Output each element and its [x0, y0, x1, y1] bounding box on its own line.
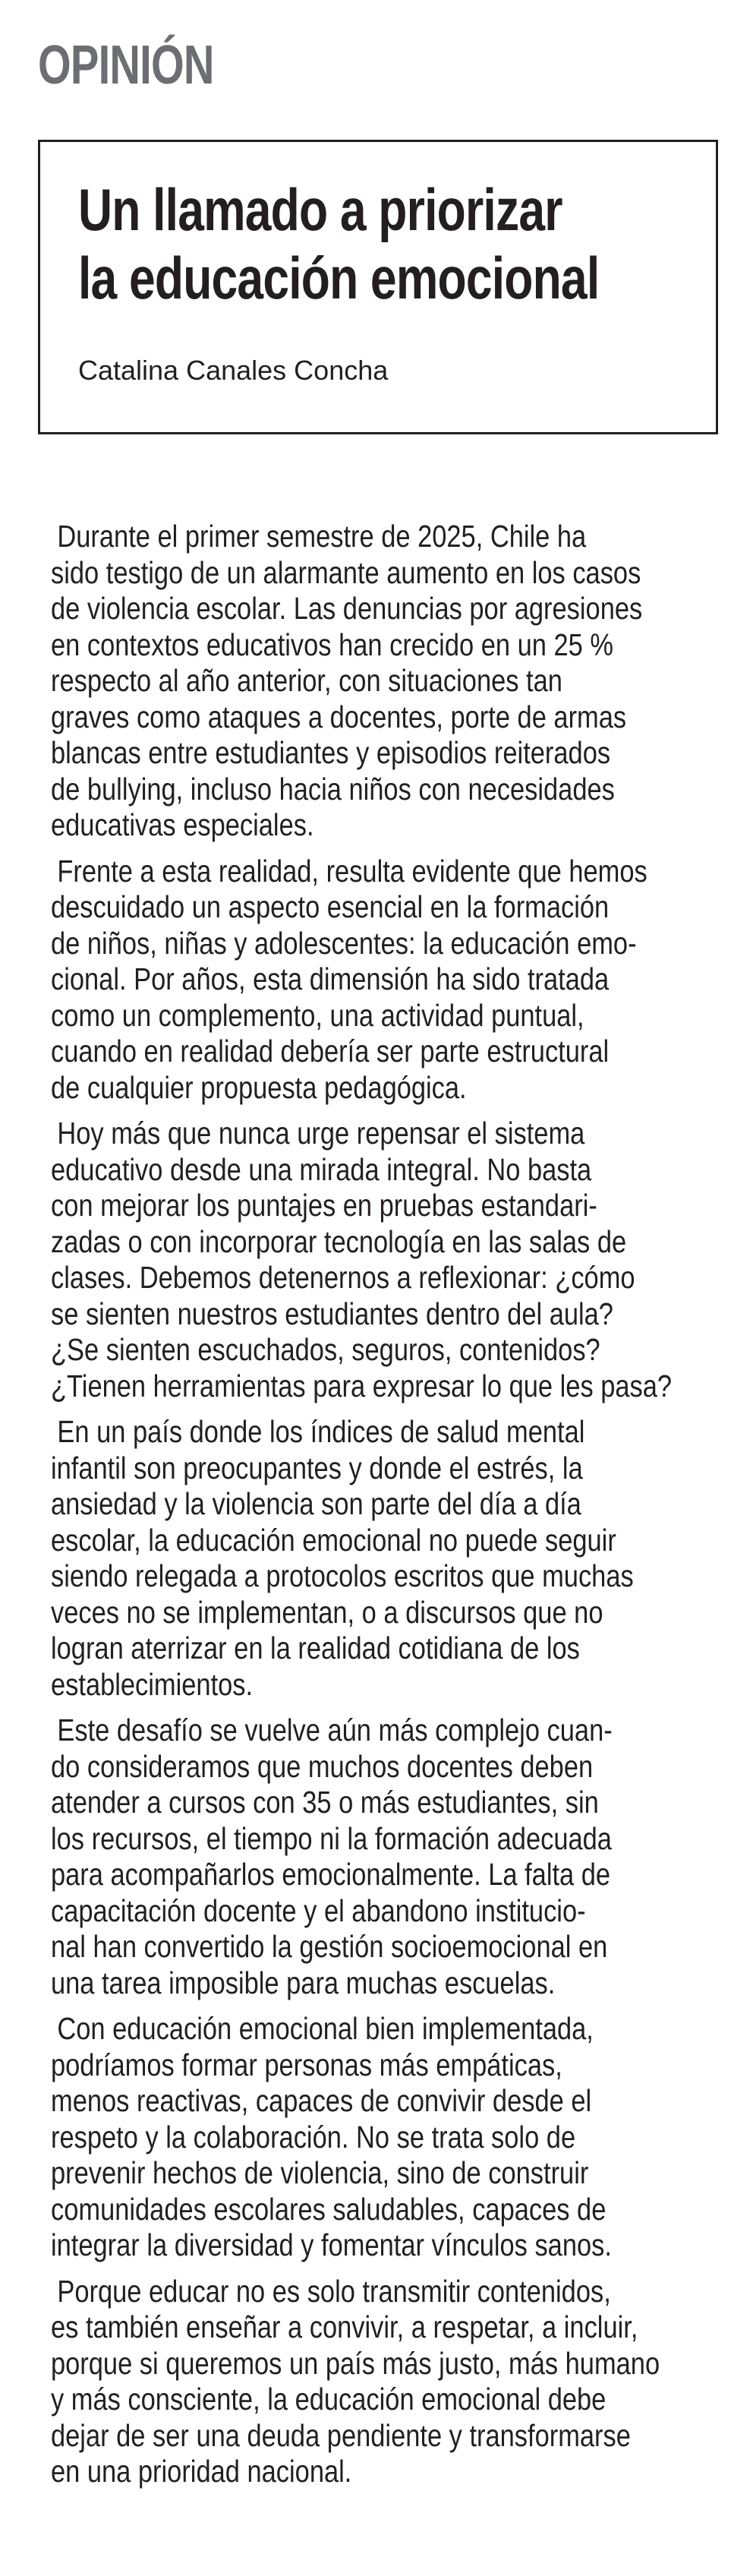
paragraph-line: podríamos formar personas más empáticas,: [51, 2047, 562, 2082]
paragraph-line: con mejorar los puntajes en pruebas estandari-: [51, 1188, 597, 1223]
paragraph-line: los recursos, el tiempo ni la formación adecuada: [51, 1820, 612, 1856]
headline-line-2: la educación emocional: [78, 245, 600, 311]
headline-line-1: Un llamado a priorizar: [78, 176, 562, 243]
article-paragraph: [51, 1414, 715, 1703]
headline-box: [38, 140, 718, 434]
article-paragraph: [51, 1713, 715, 2001]
paragraph-line: atender a cursos con 35 o más estudiantes, sin: [51, 1785, 599, 1820]
paragraph-line: escolar, la educación emocional no puede seguir: [51, 1522, 616, 1558]
paragraph-line: es también enseñar a convivir, a respetar, a incluir,: [51, 2309, 638, 2344]
paragraph-line: como un complemento, una actividad puntual,: [51, 997, 584, 1033]
paragraph-line: Porque educar no es solo transmitir contenidos,: [57, 2273, 611, 2309]
paragraph-line: nal han convertido la gestión socioemocional en: [51, 1929, 608, 1964]
paragraph-line: dejar de ser una deuda pendiente y transformarse: [51, 2417, 631, 2453]
paragraph-line: cuando en realidad debería ser parte estructural: [51, 1034, 610, 1069]
paragraph-line: graves como ataques a docentes, porte de armas: [51, 699, 627, 734]
paragraph-line: Durante el primer semestre de 2025, Chile ha: [57, 519, 587, 554]
paragraph-line: logran aterrizar en la realidad cotidiana de los: [51, 1631, 580, 1665]
paragraph-line: capacitación docente y el abandono institucio-: [51, 1893, 586, 1928]
paragraph-line: porque si queremos un país más justo, más humano: [51, 2345, 660, 2381]
paragraph-line: ¿Se sienten escuchados, seguros, contenidos?: [51, 1332, 600, 1367]
paragraph-line: de cualquier propuesta pedagógica.: [51, 1069, 467, 1105]
paragraph-line: en contextos educativos han crecido en un 25 %: [51, 627, 613, 662]
paragraph-line: y más consciente, la educación emocional debe: [51, 2382, 606, 2417]
paragraph-line: siendo relegada a protocolos escritos que muchas: [51, 1558, 634, 1593]
paragraph-line: comunidades escolares saludables, capaces de: [51, 2191, 606, 2227]
paragraph-line: de bullying, incluso hacia niños con necesidades: [51, 771, 615, 807]
paragraph-line: Este desafío se vuelve aún más complejo cuan-: [57, 1713, 613, 1747]
paragraph-line: educativas especiales.: [51, 807, 314, 842]
paragraph-line: ansiedad y la violencia son parte del día a día: [51, 1486, 581, 1521]
paragraph-line: se sienten nuestros estudiantes dentro del aula?: [51, 1296, 613, 1331]
paragraph-line: Con educación emocional bien implementada,: [57, 2011, 594, 2046]
paragraph-line: infantil son preocupantes y donde el estrés, la: [51, 1450, 583, 1485]
paragraph-line: para acompañarlos emocionalmente. La falta de: [51, 1857, 611, 1892]
paragraph-line: educativo desde una mirada integral. No basta: [51, 1151, 592, 1187]
paragraph-line: de niños, niñas y adolescentes: la educación emo-: [51, 925, 637, 961]
paragraph-line: veces no se implementan, o a discursos que no: [51, 1594, 603, 1630]
article-paragraph: [51, 854, 715, 1106]
paragraph-line: integrar la diversidad y fomentar vínculos sanos.: [51, 2227, 612, 2262]
paragraph-line: sido testigo de un alarmante aumento en los casos: [51, 554, 641, 590]
paragraph-line: En un país donde los índices de salud mental: [57, 1414, 585, 1449]
article-paragraph: [51, 2011, 715, 2264]
paragraph-line: una tarea imposible para muchas escuelas.: [51, 1965, 556, 2000]
paragraph-line: en una prioridad nacional.: [51, 2454, 352, 2489]
paragraph-line: Frente a esta realidad, resulta evidente que hemos: [57, 853, 647, 889]
author-byline: Catalina Canales Concha: [78, 355, 389, 386]
paragraph-line: prevenir hechos de violencia, sino de construir: [51, 2155, 589, 2190]
article-paragraph: [51, 1116, 715, 1404]
section-label: OPINIÓN: [38, 35, 214, 96]
article-headline: [78, 175, 685, 312]
paragraph-line: descuidado un aspecto esencial en la formación: [51, 889, 610, 924]
paragraph-line: Hoy más que nunca urge repensar el sistema: [57, 1116, 585, 1151]
paragraph-line: respecto al año anterior, con situaciones tan: [51, 663, 562, 698]
paragraph-line: cional. Por años, esta dimensión ha sido tratada: [51, 961, 610, 996]
article-paragraph: [51, 2274, 715, 2490]
paragraph-line: do consideramos que muchos docentes deben: [51, 1748, 594, 1784]
paragraph-line: clases. Debemos detenernos a reflexionar: ¿cómo: [51, 1260, 635, 1295]
paragraph-line: respeto y la colaboración. No se trata solo de: [51, 2119, 576, 2155]
paragraph-line: ¿Tienen herramientas para expresar lo que les pasa?: [51, 1368, 673, 1403]
paragraph-line: blancas entre estudiantes y episodios reiterados: [51, 735, 611, 770]
paragraph-line: establecimientos.: [51, 1666, 254, 1702]
article-body: [51, 519, 715, 2500]
article-paragraph: [51, 519, 715, 844]
paragraph-line: zadas o con incorporar tecnología en las salas de: [51, 1223, 627, 1259]
paragraph-line: de violencia escolar. Las denuncias por agresiones: [51, 591, 643, 626]
paragraph-line: menos reactivas, capaces de convivir desde el: [51, 2083, 592, 2118]
